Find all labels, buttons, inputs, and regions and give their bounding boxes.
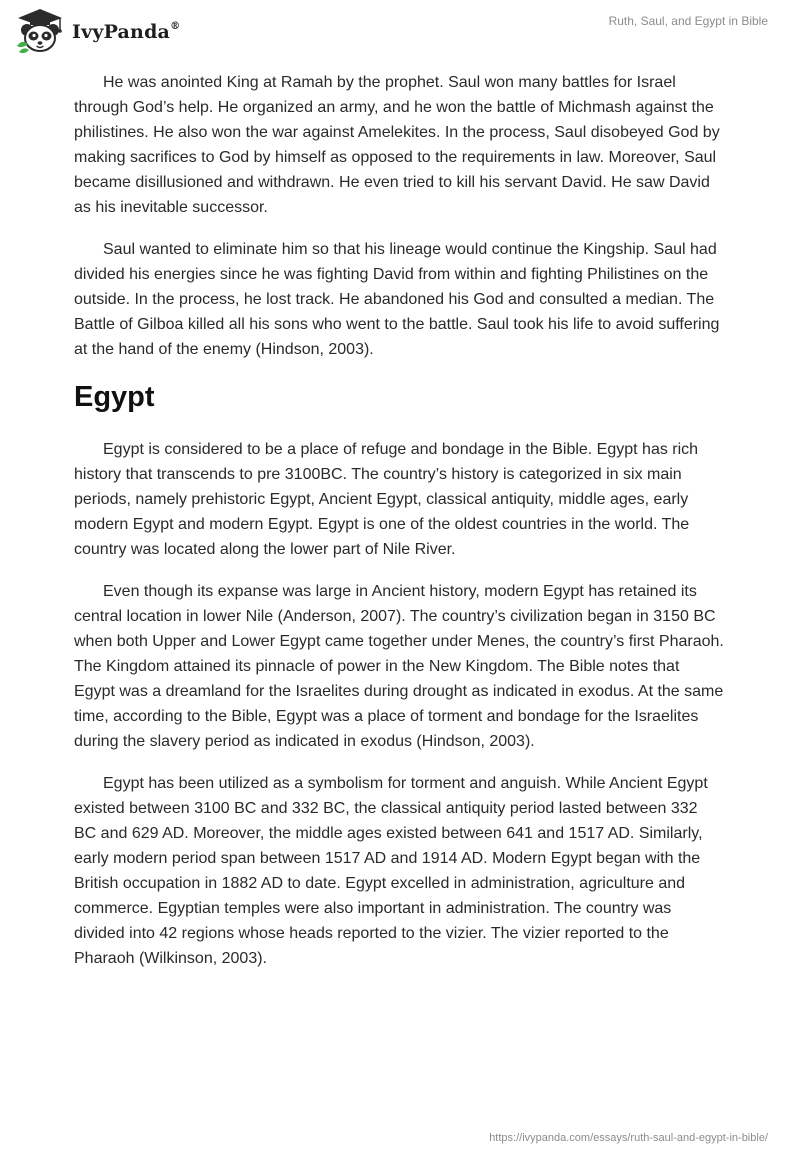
- paragraph: Egypt has been utilized as a symbolism for torment and anguish. While Ancient Egypt existed between 3100 BC and 332 BC, the classical antiquity period lasted between 332 BC and 629 AD. Moreover, the middle ages existed between 641 and 1517 AD. Similarly, early modern period span between 1517 AD and 1914 AD. Modern Egypt began with the British occupation in 1882 AD to date. Egypt excelled in administration, agriculture and commerce. Egyptian temples were also important in administration. The country was divided into 42 regions whose heads reported to the vizier. The vizier reported to the Pharaoh (Wilkinson, 2003).: [74, 775, 708, 967]
- essay-body: [74, 70, 724, 988]
- ivypanda-logo[interactable]: [14, 6, 180, 54]
- page-header: [0, 0, 800, 60]
- section-heading: Egypt: [74, 381, 155, 413]
- brand-name: IvyPanda®: [72, 20, 181, 43]
- registered-mark: ®: [170, 20, 181, 32]
- paragraph: Egypt is considered to be a place of refuge and bondage in the Bible. Egypt has rich history that transcends to pre 3100BC. The country’s history is categorized in six main periods, namely prehistoric Egypt, Ancient Egypt, classical antiquity, middle ages, early modern Egypt and modern Egypt. Egypt is one of the oldest countries in the world. The country was located along the lower part of Nile River.: [74, 441, 699, 558]
- paragraph: He was anointed King at Ramah by the prophet. Saul won many battles for Israel through God’s help. He organized an army, and he won the battle of Michmash against the philistines. He also won the war against Amelekites. In the process, Saul disobeyed God by making sacrifices to God by himself as opposed to the requirements in law. Moreover, Saul became disillusioned and withdrawn. He even tried to kill his servant David. He saw David as his inevitable successor.: [74, 74, 720, 216]
- panda-graduate-icon: [14, 6, 66, 54]
- paragraph: Even though its expanse was large in Ancient history, modern Egypt has retained its central location in lower Nile (Anderson, 2007). The country’s civilization began in 3150 BC when both Upper and Lower Egypt came together under Menes, the country’s first Pharaoh. The Kingdom attained its pinnacle of power in the New Kingdom. The Bible notes that Egypt was a dreamland for the Israelites during drought as indicated in exodus. At the same time, according to the Bible, Egypt was a place of torment and bondage for the Israelites during the slavery period as indicated in exodus (Hindson, 2003).: [74, 583, 724, 750]
- paragraph: Saul wanted to eliminate him so that his lineage would continue the Kingship. Saul had divided his energies since he was fighting David from within and fighting Philistines on the outside. In the process, he lost track. He abandoned his God and consulted a median. The Battle of Gilboa killed all his sons who went to the battle. Saul took his life to avoid suffering at the hand of the enemy (Hindson, 2003).: [74, 241, 720, 358]
- source-url[interactable]: https://ivypanda.com/essays/ruth-saul-and-egypt-in-bible/: [489, 1132, 768, 1144]
- document-title: Ruth, Saul, and Egypt in Bible: [608, 14, 768, 28]
